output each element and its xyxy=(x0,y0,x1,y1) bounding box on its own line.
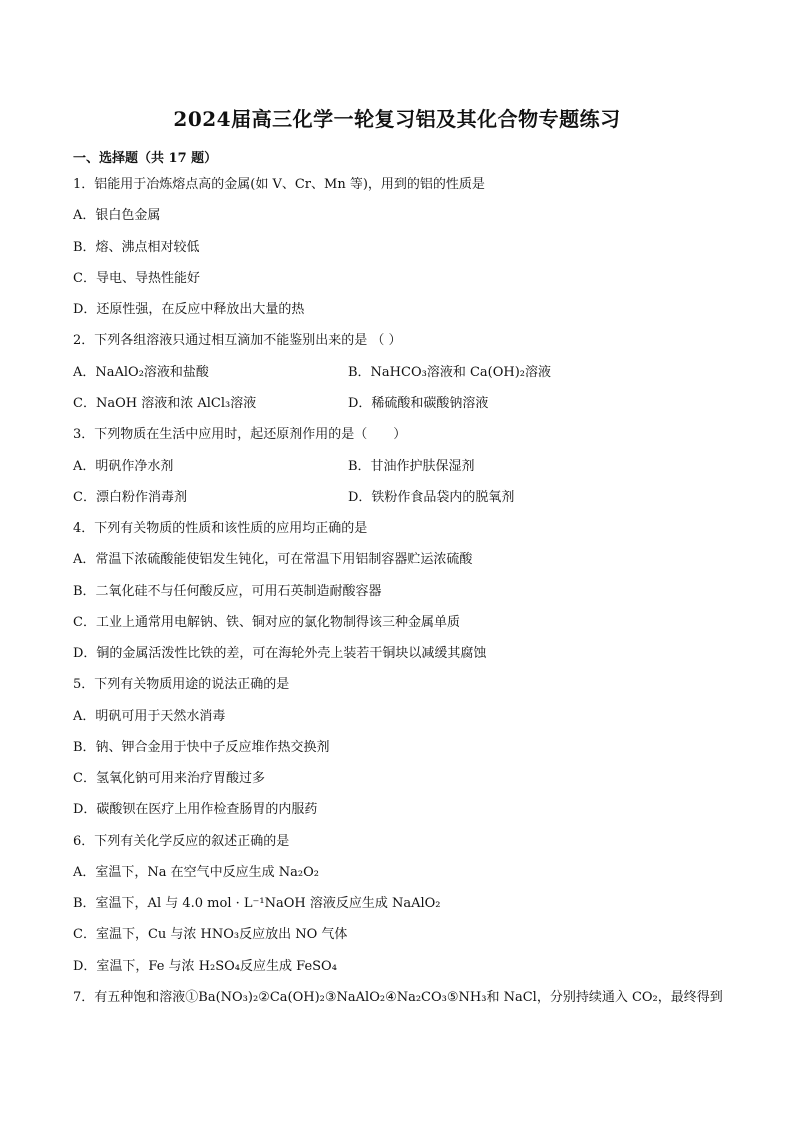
question-1-option-b: B．熔、沸点相对较低 xyxy=(73,240,200,255)
question-4-option-b: B．二氧化硅不与任何酸反应，可用石英制造耐酸容器 xyxy=(73,584,382,599)
question-5-option-d: D．碳酸钡在医疗上用作检查肠胃的内服药 xyxy=(73,802,318,817)
question-6-option-b: B．室温下，Al 与 4.0 mol · L⁻¹NaOH 溶液反应生成 NaAlO₂ xyxy=(73,896,441,911)
question-2-option-b: B．NaHCO₃溶液和 Ca(OH)₂溶液 xyxy=(348,365,552,380)
question-1-stem: 1．铝能用于冶炼熔点高的金属(如 V、Cr、Mn 等)，用到的铝的性质是 xyxy=(73,177,485,192)
question-3-stem: 3．下列物质在生活中应用时，起还原剂作用的是（ ） xyxy=(73,427,407,442)
question-4-option-c: C．工业上通常用电解钠、铁、铜对应的氯化物制得该三种金属单质 xyxy=(73,615,460,630)
question-7-stem: 7．有五种饱和溶液①Ba(NO₃)₂②Ca(OH)₂③NaAlO₂④Na₂CO₃⑤NH₃和 NaCl，分别持续通入 CO₂，最终得到 xyxy=(73,990,723,1005)
question-6-option-c: C．室温下，Cu 与浓 HNO₃反应放出 NO 气体 xyxy=(73,927,348,942)
question-2-option-d: D．稀硫酸和碳酸钠溶液 xyxy=(348,396,489,411)
section-heading: 一、选择题（共 17 题） xyxy=(73,151,218,166)
question-4-stem: 4．下列有关物质的性质和该性质的应用均正确的是 xyxy=(73,521,368,536)
question-3-option-c: C．漂白粉作消毒剂 xyxy=(73,490,187,505)
page-title: 2024届高三化学一轮复习铝及其化合物专题练习 xyxy=(173,107,621,131)
question-3-option-a: A．明矾作净水剂 xyxy=(73,459,174,474)
question-2-option-c: C．NaOH 溶液和浓 AlCl₃溶液 xyxy=(73,396,257,411)
question-4-option-d: D．铜的金属活泼性比铁的差，可在海轮外壳上装若干铜块以减缓其腐蚀 xyxy=(73,646,487,661)
question-1-option-d: D．还原性强，在反应中释放出大量的热 xyxy=(73,302,305,317)
question-6-option-d: D．室温下，Fe 与浓 H₂SO₄反应生成 FeSO₄ xyxy=(73,959,337,974)
question-1-option-a: A．银白色金属 xyxy=(73,208,161,223)
question-5-stem: 5．下列有关物质用途的说法正确的是 xyxy=(73,677,290,692)
question-3-option-b: B．甘油作护肤保湿剂 xyxy=(348,459,475,474)
question-5-option-b: B．钠、钾合金用于快中子反应堆作热交换剂 xyxy=(73,740,330,755)
question-1-option-c: C．导电、导热性能好 xyxy=(73,271,200,286)
question-6-stem: 6．下列有关化学反应的叙述正确的是 xyxy=(73,834,290,849)
question-2-stem: 2．下列各组溶液只通过相互滴加不能鉴别出来的是 （ ） xyxy=(73,333,402,348)
question-6-option-a: A．室温下，Na 在空气中反应生成 Na₂O₂ xyxy=(73,865,319,880)
question-2-option-a: A．NaAlO₂溶液和盐酸 xyxy=(73,365,209,380)
question-4-option-a: A．常温下浓硫酸能使铝发生钝化，可在常温下用铝制容器贮运浓硫酸 xyxy=(73,552,473,567)
question-5-option-c: C．氢氧化钠可用来治疗胃酸过多 xyxy=(73,771,265,786)
question-3-option-d: D．铁粉作食品袋内的脱氧剂 xyxy=(348,490,515,505)
question-5-option-a: A．明矾可用于天然水消毒 xyxy=(73,709,226,724)
